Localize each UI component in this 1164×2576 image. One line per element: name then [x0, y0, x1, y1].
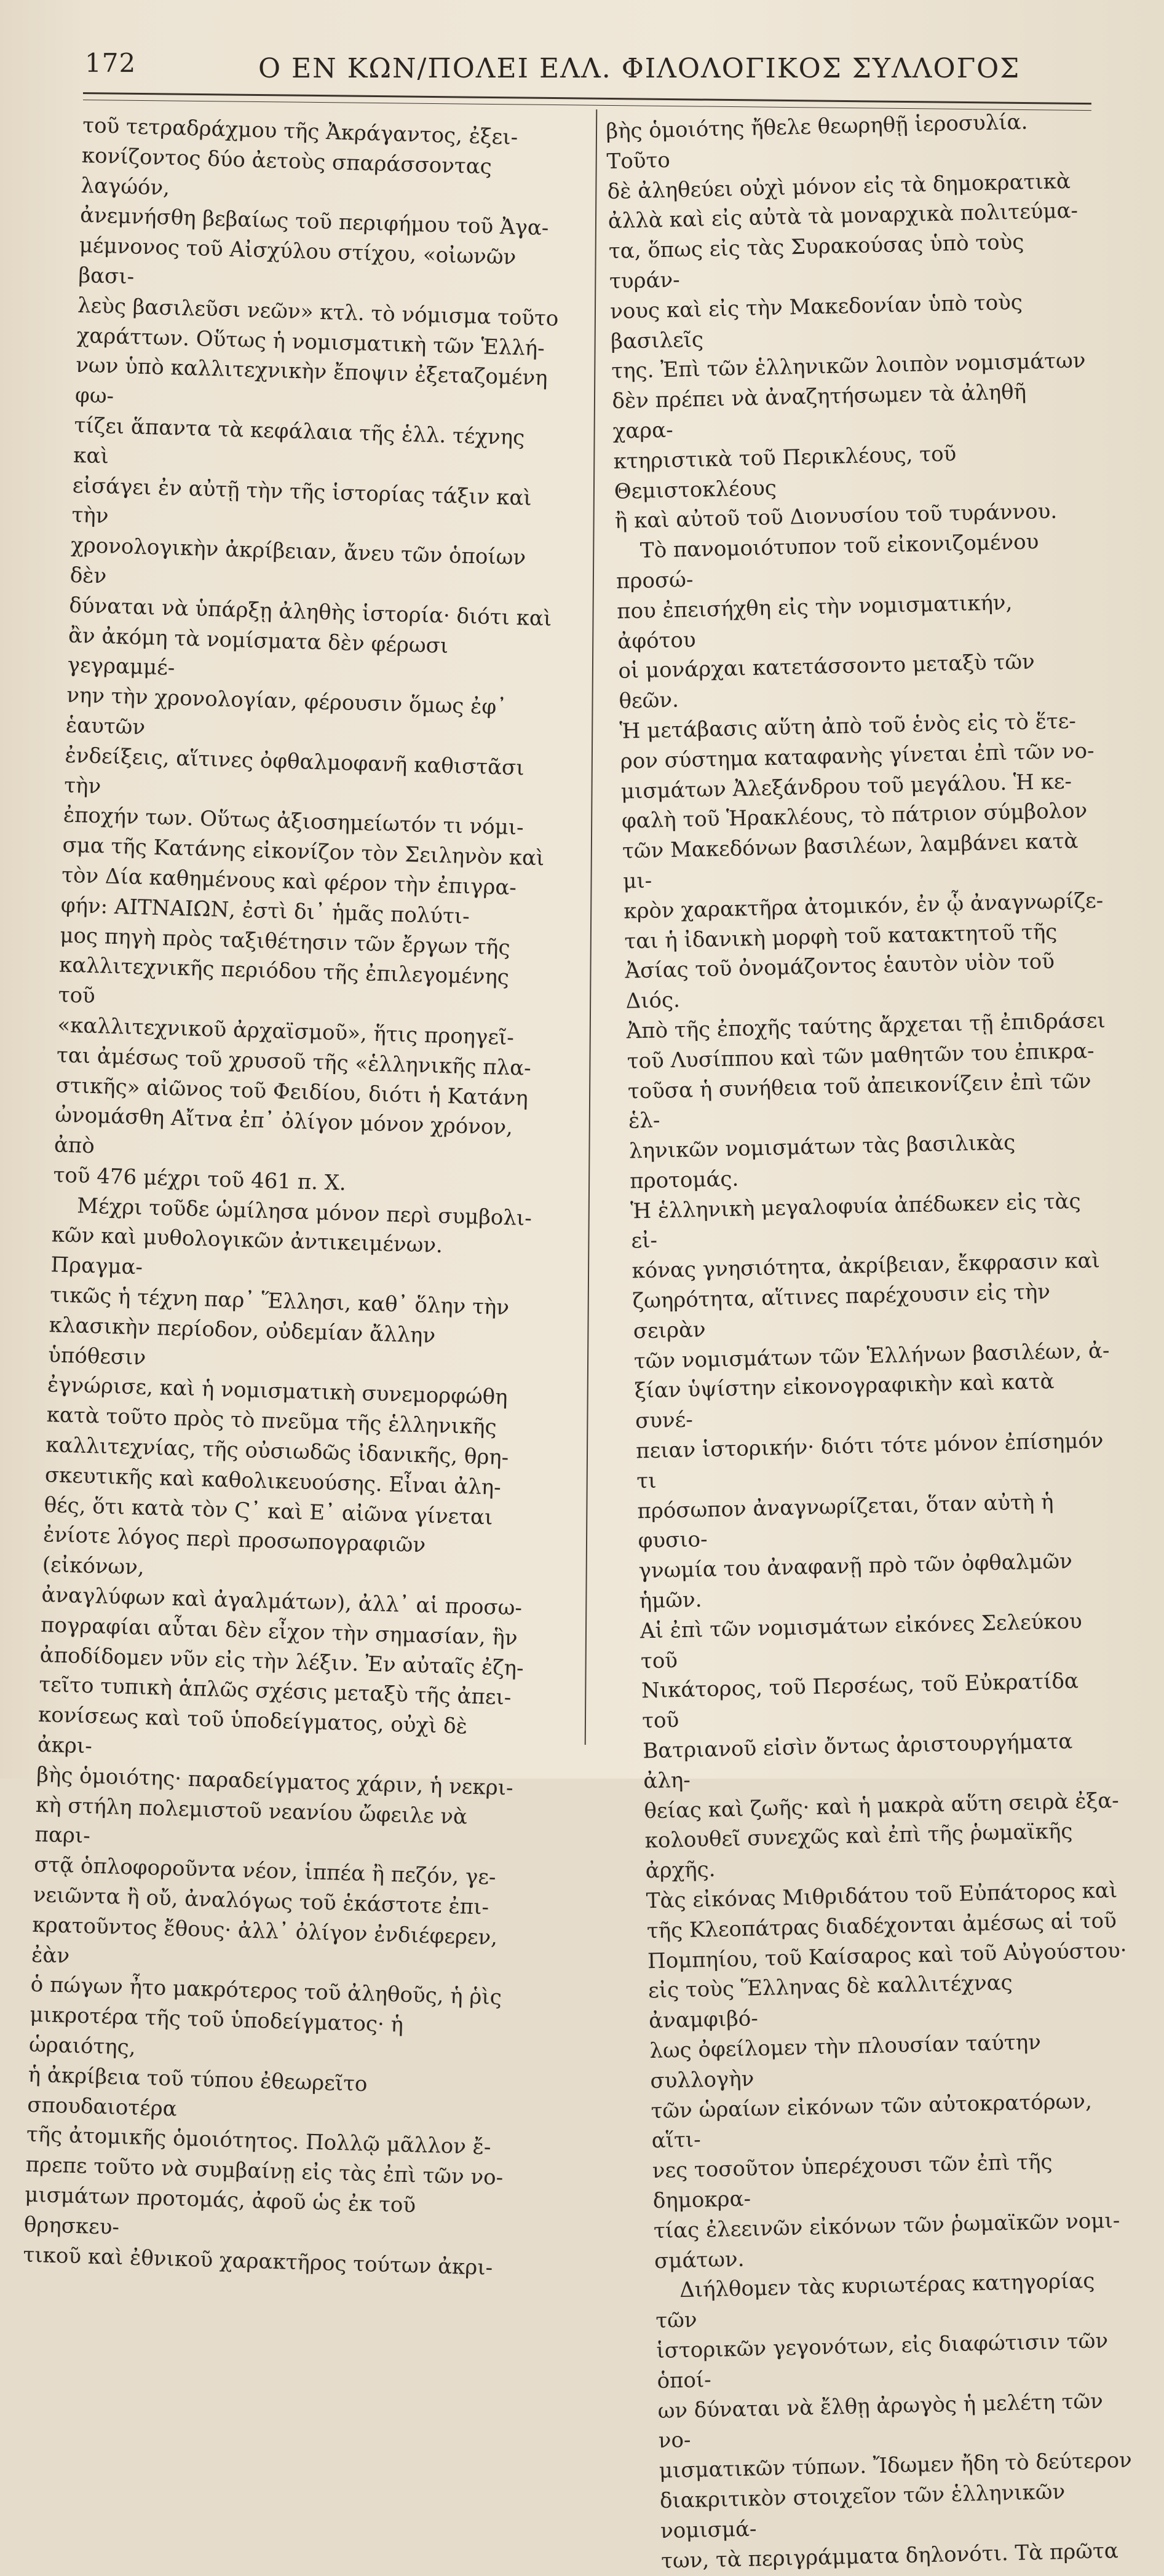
- right-paragraph-1: βὴς ὁμοιότης ἤθελε θεωρηθῇ ἱεροσυλία. Τοῦτο δὲ ἀληθεύει οὐχὶ μόνον εἰς τὰ δημοκρατικὰ ἀλλὰ καὶ εἰς αὐτὰ τὰ μοναρχικὰ πολιτεύμα- τα, ὅπως εἰς τὰς Συρακούσας ὑπὸ τοὺς τυράν- νους καὶ εἰς τὴν Μακεδονίαν ὑπὸ τοὺς βασιλεῖς της. Ἐπὶ τῶν ἑλληνικῶν λοιπὸν νομισμάτων δὲν πρέπει νὰ ἀναζητήσωμεν τὰ ἀληθῆ χαρα- κτηριστικὰ τοῦ Περικλέους, τοῦ Θεμιστοκλέους ἢ καὶ αὐτοῦ τοῦ Διονυσίου τοῦ τυράννου.: [606, 109, 1086, 534]
- running-head: Ο ΕΝ ΚΩΝ/ΠΟΛΕΙ ΕΛΛ. ΦΙΛΟΛΟΓΙΚΟΣ ΣΥΛΛΟΓΟΣ: [258, 53, 1021, 84]
- left-paragraph-2: Μέχρι τοῦδε ὡμίλησα μόνον περὶ συμβολι- κῶν καὶ μυθολογικῶν ἀντικειμένων. Πραγμα- τικῶς ἡ τέχνη παρ᾽ Ἕλλησι, καθ᾽ ὅλην τὴν κλασικὴν περίοδον, οὐδεμίαν ἄλλην ὑπόθεσιν ἐγνώρισε, καὶ ἡ νομισματικὴ συνεμορφώθη κατὰ τοῦτο πρὸς τὸ πνεῦμα τῆς ἑλληνικῆς καλλιτεχνίας, τῆς οὐσιωδῶς ἰδανικῆς, θρη- σκευτικῆς καὶ καθολικευούσης. Εἶναι ἀλη- θές, ὅτι κατὰ τὸν Ϛ᾽ καὶ Ε᾽ αἰῶνα γίνεται ἐνίοτε λόγος περὶ προσωπογραφιῶν (εἰκόνων, ἀναγλύφων καὶ ἀγαλμάτων), ἀλλ᾽ αἱ προσω- πογραφίαι αὗται δὲν εἶχον τὴν σημασίαν, ἣν ἀποδίδομεν νῦν εἰς τὴν λέξιν. Ἐν αὐταῖς ἐζη- τεῖτο τυπικὴ ἁπλῶς σχέσις μεταξὺ τῆς ἀπει- κονίσεως καὶ τοῦ ὑποδείγματος, οὐχὶ δὲ ἀκρι- βὴς ὁμοιότης· παραδείγματος χάριν, ἡ νεκρι- κὴ στήλη πολεμιστοῦ νεανίου ὤφειλε νὰ παρι- στᾷ ὁπλοφοροῦντα νέον, ἱππέα ἢ πεζόν, γε- νειῶντα ἢ οὔ, ἀναλόγως τοῦ ἑκάστοτε ἐπι- κρατοῦντος ἔθους· ἀλλ᾽ ὀλίγον ἐνδιέφερεν, ἐὰν ὁ πώγων ἦτο μακρότερος τοῦ ἀληθοῦς, ἡ ῥὶς μικροτέρα τῆς τοῦ ὑποδείγματος· ἡ ὡραιότης, ἡ ἀκρίβεια τοῦ τύπου ἐθεωρεῖτο σπουδαιοτέρα τῆς ἀτομικῆς ὁμοιότητος. Πολλῷ μᾶλλον ἔ- πρεπε τοῦτο νὰ συμβαίνῃ εἰς τὰς ἐπὶ τῶν νο- μισμάτων προτομάς, ἀφοῦ ὡς ἐκ τοῦ θρησκευ- τικοῦ καὶ ἐθνικοῦ χαρακτῆρος τούτων ἀκρι-: [23, 1193, 533, 2280]
- column-divider: [585, 109, 598, 1745]
- right-column: [606, 106, 1141, 2576]
- right-paragraph-3: Διήλθομεν τὰς κυριωτέρας κατηγορίας τῶν ἱστορικῶν γεγονότων, εἰς διαφώτισιν τῶν ὁποί- ων δύναται νὰ ἔλθῃ ἀρωγὸς ἡ μελέτη τῶν νο- μισματικῶν τύπων. Ἴδωμεν ἤδη τὸ δεύτερον διακριτικὸν στοιχεῖον τῶν ἑλληνικῶν νομισμά- των, τὰ περιγράμματα δηλονότι. Τὰ πρῶτα: [655, 2269, 1133, 2574]
- header-rule: [83, 92, 1091, 105]
- page-number: 172: [85, 48, 137, 78]
- page-header: [80, 44, 1021, 93]
- left-column: [23, 111, 569, 2283]
- right-paragraph-2: Τὸ πανομοιότυπον τοῦ εἰκονιζομένου προσώ- που ἐπεισήχθη εἰς τὴν νομισματικήν, ἀφότου οἱ μονάρχαι κατετάσσοντο μεταξὺ τῶν θεῶν. Ἡ μετάβασις αὕτη ἀπὸ τοῦ ἑνὸς εἰς τὸ ἕτε- ρον σύστημα καταφανὴς γίνεται ἐπὶ τῶν νο- μισμάτων Ἀλεξάνδρου τοῦ μεγάλου. Ἡ κε- φαλὴ τοῦ Ἡρακλέους, τὸ πάτριον σύμβολον τῶν Μακεδόνων βασιλέων, λαμβάνει κατὰ μι- κρὸν χαρακτῆρα ἀτομικόν, ἐν ᾧ ἀναγνωρίζε- ται ἡ ἰδανικὴ μορφὴ τοῦ κατακτητοῦ τῆς Ἀσίας τοῦ ὀνομάζοντος ἑαυτὸν υἱὸν τοῦ Διός. Ἀπὸ τῆς ἐποχῆς ταύτης ἄρχεται τῇ ἐπιδράσει τοῦ Λυσίππου καὶ τῶν μαθητῶν του ἐπικρα- τοῦσα ἡ συνήθεια τοῦ ἀπεικονίζειν ἐπὶ τῶν ἑλ- ληνικῶν νομισμάτων τὰς βασιλικὰς προτομάς. Ἡ ἑλληνικὴ μεγαλοφυία ἀπέδωκεν εἰς τὰς εἰ- κόνας γνησιότητα, ἀκρίβειαν, ἔκφρασιν καὶ ζωηρότητα, αἵτινες παρέχουσιν εἰς τὴν σειρὰν τῶν νομισμάτων τῶν Ἑλλήνων βασιλέων, ἀ- ξίαν ὑψίστην εἰκονογραφικὴν καὶ κατὰ συνέ- πειαν ἱστορικήν· διότι τότε μόνον ἐπίσημόν τι πρόσωπον ἀναγνωρίζεται, ὅταν αὐτὴ ἡ φυσιο- γνωμία του ἀναφανῇ πρὸ τῶν ὀφθαλμῶν ἡμῶν. Αἱ ἐπὶ τῶν νομισμάτων εἰκόνες Σελεύκου τοῦ Νικάτορος, τοῦ Περσέως, τοῦ Εὐκρατίδα τοῦ Βατριανοῦ εἰσὶν ὄντως ἀριστουργήματα ἀλη- θείας καὶ ζωῆς· καὶ ἡ μακρὰ αὕτη σειρὰ ἐξα- κολουθεῖ συνεχῶς καὶ ἐπὶ τῆς ῥωμαϊκῆς ἀρχῆς. Τὰς εἰκόνας Μιθριδάτου τοῦ Εὐπάτορος καὶ τῆς Κλεοπάτρας διαδέχονται ἀμέσως αἱ τοῦ Πομπηίου, τοῦ Καίσαρος καὶ τοῦ Αὐγούστου· εἰς τοὺς Ἕλληνας δὲ καλλιτέχνας ἀναμφιβό- λως ὀφείλομεν τὴν πλουσίαν ταύτην συλλογὴν τῶν ὡραίων εἰκόνων τῶν αὐτοκρατόρων, αἵτι- νες τοσοῦτον ὑπερέχουσι τῶν ἐπὶ τῆς δημοκρα- τίας ἐλεεινῶν εἰκόνων τῶν ῥωμαϊκῶν νομι- σμάτων.: [616, 529, 1128, 2274]
- left-paragraph-1: τοῦ τετραδράχμου τῆς Ἀκράγαντος, ἐξει- κονίζοντος δύο ἀετοὺς σπαράσσοντας λαγώόν, ἀνεμνήσθη βεβαίως τοῦ περιφήμου τοῦ Ἀγα- μέμνονος τοῦ Αἰσχύλου στίχου, «οἰωνῶν βασι- λεὺς βασιλεῦσι νεῶν» κτλ. τὸ νόμισμα τοῦτο χαράττων. Οὕτως ἡ νομισματικὴ τῶν Ἑλλή- νων ὑπὸ καλλιτεχνικὴν ἔποψιν ἐξεταζομένη φω- τίζει ἅπαντα τὰ κεφάλαια τῆς ἑλλ. τέχνης καὶ εἰσάγει ἐν αὐτῇ τὴν τῆς ἱστορίας τάξιν καὶ τὴν χρονολογικὴν ἀκρίβειαν, ἄνευ τῶν ὁποίων δὲν δύναται νὰ ὑπάρξῃ ἀληθὴς ἱστορία· διότι καὶ ἂν ἀκόμη τὰ νομίσματα δὲν φέρωσι γεγραμμέ- νην τὴν χρονολογίαν, φέρουσιν ὅμως ἐφ᾽ ἑαυτῶν ἐνδείξεις, αἵτινες ὀφθαλμοφανῆ καθιστᾶσι τὴν ἐποχήν των. Οὕτως ἀξιοσημείωτόν τι νόμι- σμα τῆς Κατάνης εἰκονίζον τὸν Σειληνὸν καὶ τὸν Δία καθημένους καὶ φέρον τὴν ἐπιγρα- φήν: ΑΙΤΝΑΙΩΝ, ἐστὶ δι᾽ ἡμᾶς πολύτι- μος πηγὴ πρὸς ταξιθέτησιν τῶν ἔργων τῆς καλλιτεχνικῆς περιόδου τῆς ἐπιλεγομένης τοῦ «καλλιτεχνικοῦ ἀρχαϊσμοῦ», ἥτις προηγεῖ- ται ἀμέσως τοῦ χρυσοῦ τῆς «ἑλληνικῆς πλα- στικῆς» αἰῶνος τοῦ Φειδίου, διότι ἡ Κατάνη ὠνομάσθη Αἴτνα ἐπ᾽ ὀλίγον μόνον χρόνον, ἀπὸ τοῦ 476 μέχρι τοῦ 461 π. Χ.: [53, 113, 559, 1196]
